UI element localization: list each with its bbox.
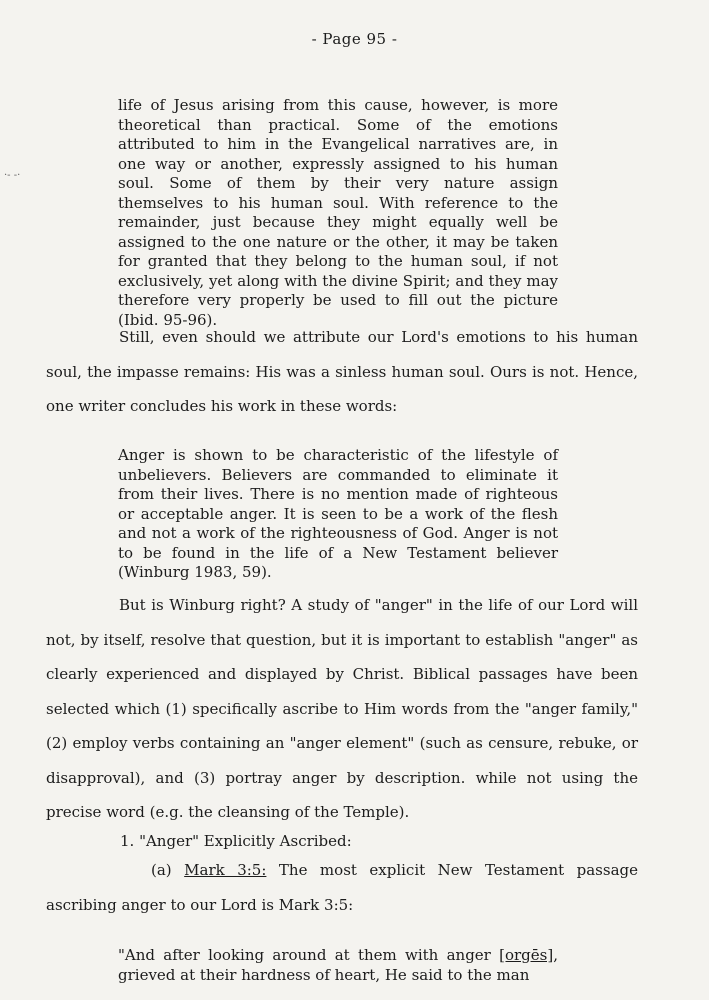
block-quote-1: life of Jesus arising from this cause, however, is more theoretical than practical. Some of the emotions attributed to him in the Evangelical narratives are, in one way or another, expressly assigned to his human soul. Some of them by their very nature assign themselves to his human soul. With reference to the remainder, just because they might equally well be assigned to the one nature or the other, it may be taken for granted that they belong to the human soul, if not exclusively, yet along with the divine Spirit; and they may therefore very properly be used to fill out the picture (Ibid. 95-96). xyxy=(118,96,558,329)
paragraph-3 xyxy=(46,853,638,922)
section-heading: 1. "Anger" Explicitly Ascribed: xyxy=(120,832,352,850)
page-number: - Page 95 - xyxy=(311,30,398,48)
item-label: (a) xyxy=(151,861,172,879)
paragraph-3-text: The most explicit New Testament passage ascribing anger to our Lord is Mark 3:5: xyxy=(46,861,638,914)
margin-mark: ·- -· xyxy=(4,170,21,181)
block-quote-2: Anger is shown to be characteristic of the lifestyle of unbelievers. Believers are commanded to eliminate it from their lives. There is no mention made of righteous or acceptable anger. It is seen to be a work of the flesh and not a work of the righteousness of God. Anger is not to be found in the life of a New Testament believer (Winburg 1983, 59). xyxy=(118,446,558,581)
paragraph-2: But is Winburg right? A study of "anger" in the life of our Lord will not, by itself, resolve that question, but it is important to establish "anger" as clearly experienced and displayed by Christ. Biblical passages have been selected which (1) specifically ascribe to Him words from the "anger family," (2) employ verbs containing an "anger element" (such as censure, rebuke, or disapproval), and (3) portray anger by description. while not using the precise word (e.g. the cleansing of the Temple). xyxy=(46,596,638,821)
scripture-reference: Mark 3:5: xyxy=(184,861,267,879)
greek-term: [orgēs] xyxy=(499,946,554,964)
quote-3-end: , grieved at their hardness of heart, He said to the man xyxy=(118,946,558,984)
paragraph-1: Still, even should we attribute our Lord's emotions to his human soul, the impasse remains: His was a sinless human soul. Ours is not. Hence, one writer concludes his work in these words: xyxy=(46,328,638,415)
block-quote-3 xyxy=(118,946,558,985)
quote-3-start: "And after looking around at them with anger xyxy=(118,946,500,964)
